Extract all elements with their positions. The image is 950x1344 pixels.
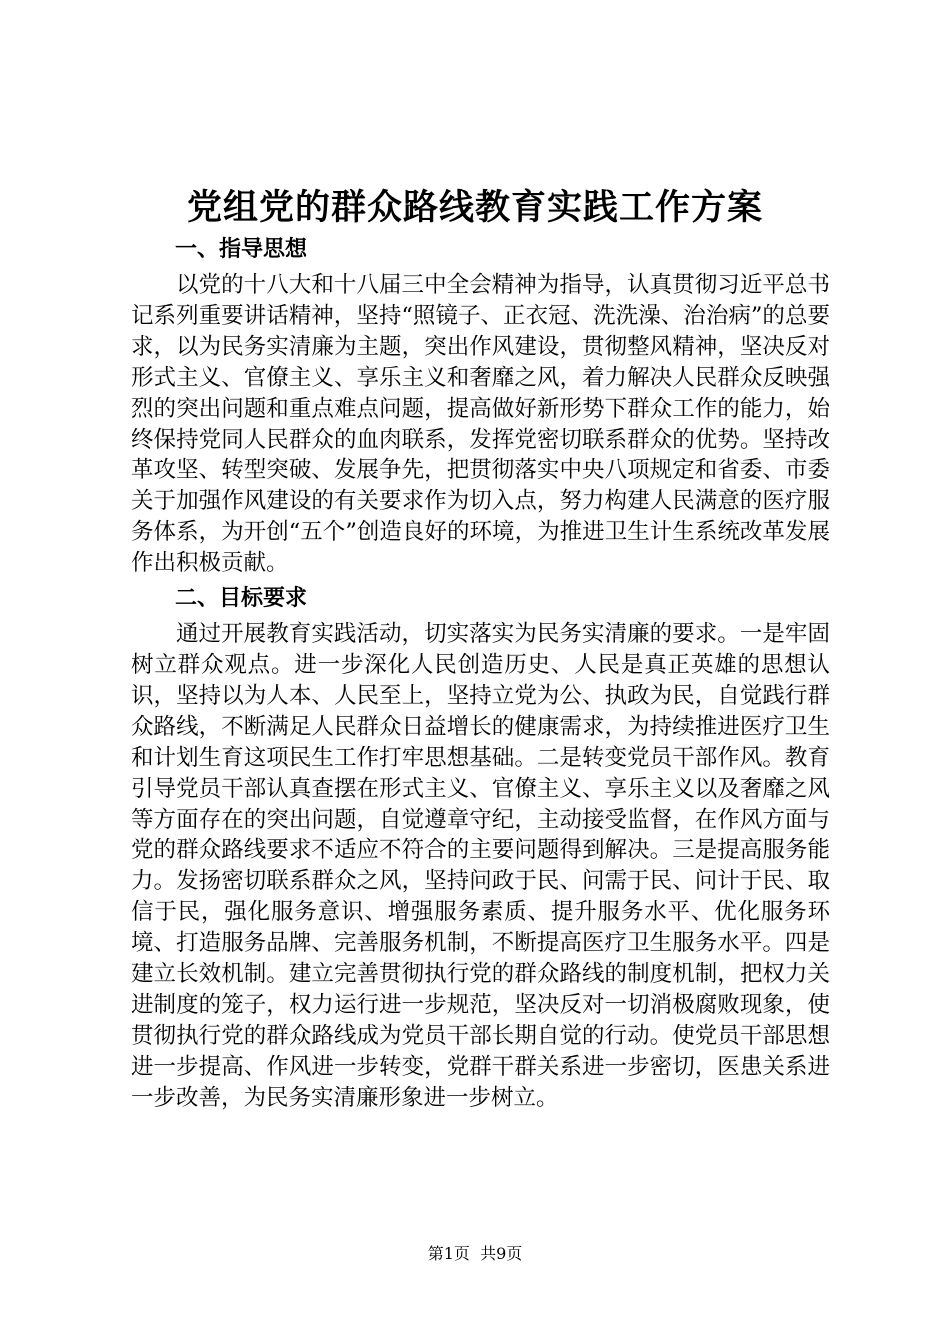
document-body bbox=[131, 230, 830, 1114]
section-heading: 一、指导思想 bbox=[175, 237, 308, 262]
section-goals-requirements bbox=[131, 579, 830, 1114]
document-title: 党组党的群众路线教育实践工作方案 bbox=[186, 188, 763, 228]
section-guiding-ideology bbox=[131, 230, 830, 579]
section-paragraph: 通过开展教育实践活动，切实落实为民务实清廉的要求。一是牢固树立群众观点。进一步深化人民创造历史、人民是真正英雄的思想认识，坚持以为人本、人民至上，坚持立党为公、执政为民，自觉践行群众路线，不断满足人民群众日益增长的健康需求，为持续推进医疗卫生和计划生育这项民生工作打牢思想基础。二是转变党员干部作风。教育引导党员干部认真查摆在形式主义、官僚主义、享乐主义以及奢靡之风等方面存在的突出问题，自觉遵章守纪，主动接受监督，在作风方面与党的群众路线要求不适应不符合的主要问题得到解决。三是提高服务能力。发扬密切联系群众之风，坚持问政于民、问需于民、问计于民、取信于民，强化服务意识、增强服务素质、提升服务水平、优化服务环境、打造服务品牌、完善服务机制，不断提高医疗卫生服务水平。四是建立长效机制。建立完善贯彻执行党的群众路线的制度机制，把权力关进制度的笼子，权力运行进一步规范，坚决反对一切消极腐败现象，使贯彻执行党的群众路线成为党员干部长期自觉的行动。使党员干部思想进一步提高、作风进一步转变，党群干群关系进一步密切，医患关系进一步改善，为民务实清廉形象进一步树立。 bbox=[131, 621, 830, 1111]
section-paragraph: 以党的十八大和十八届三中全会精神为指导，认真贯彻习近平总书记系列重要讲话精神，坚持“照镜子、正衣冠、洗洗澡、治治病”的总要求，以为民务实清廉为主题，突出作风建设，贯彻整风精神，坚决反对形式主义、官僚主义、享乐主义和奢靡之风，着力解决人民群众反映强烈的突出问题和重点难点问题，提高做好新形势下群众工作的能力，始终保持党同人民群众的血肉联系，发挥党密切联系群众的优势。坚持改革攻坚、转型突破、发展争先，把贯彻落实中央八项规定和省委、市委关于加强作风建设的有关要求作为切入点，努力构建人民满意的医疗服务体系，为开创“五个”创造良好的环境，为推进卫生计生系统改革发展作出积极贡献。 bbox=[131, 272, 830, 577]
page-footer: 第1页 共9页 bbox=[427, 1244, 523, 1263]
section-heading: 二、目标要求 bbox=[175, 586, 308, 612]
